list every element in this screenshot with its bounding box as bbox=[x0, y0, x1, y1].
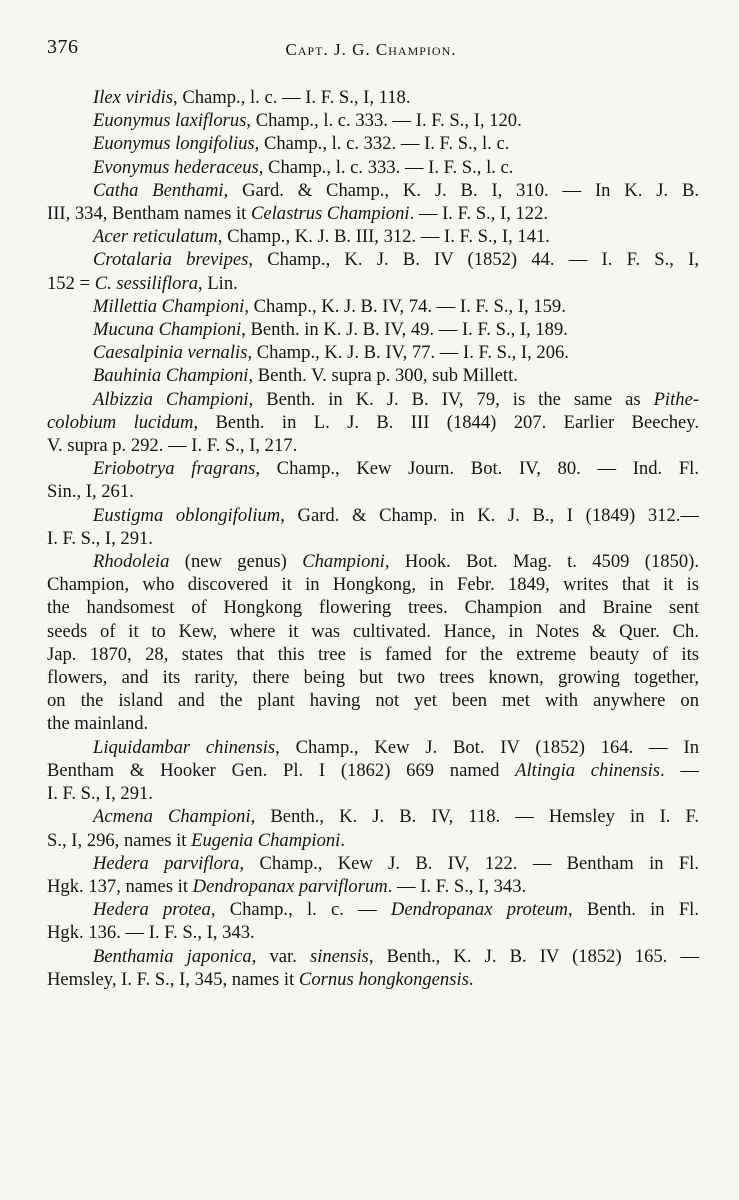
text-run: , Benth. in L. J. B. III (1844) 207. Earlier Beechey. bbox=[193, 411, 699, 433]
italic-run: Liquidambar chinensis bbox=[93, 736, 276, 758]
text-run: flowers, and its rarity, there being but two trees known, growing together, bbox=[47, 667, 699, 689]
text-line bbox=[47, 341, 699, 364]
text-line bbox=[47, 202, 699, 225]
entry bbox=[47, 898, 699, 944]
text-run: , Champ., K. J. B. IV (1852) 44. — I. F. S., I, bbox=[248, 249, 699, 271]
text-run: , Benth. V. supra p. 300, sub Millett. bbox=[248, 365, 518, 387]
text-line bbox=[47, 179, 699, 202]
running-head: Capt. J. G. Champion. bbox=[285, 40, 457, 59]
text-run: , Champ., l. c. — bbox=[210, 899, 391, 921]
text-line bbox=[47, 504, 699, 527]
text-run: , Champ., Kew Journ. Bot. IV, 80. — Ind. Fl. bbox=[255, 458, 699, 480]
text-line bbox=[47, 782, 699, 805]
entry bbox=[47, 156, 699, 179]
entry bbox=[47, 805, 699, 851]
italic-run: Dendropanax proteum bbox=[390, 899, 568, 921]
text-run: , Gard. & Champ. in K. J. B., I (1849) 312.— bbox=[280, 504, 699, 526]
text-line bbox=[47, 109, 699, 132]
text-line bbox=[47, 759, 699, 782]
italic-run: colobium lucidum bbox=[47, 411, 194, 433]
italic-run: Altingia chinensis bbox=[515, 759, 660, 781]
text-line bbox=[47, 736, 699, 759]
italic-run: sinensis bbox=[309, 945, 369, 967]
text-run: , Champ., l. c. 333. — I. F. S., I, 120. bbox=[246, 110, 522, 132]
text-line bbox=[47, 620, 699, 643]
text-line bbox=[47, 132, 699, 155]
text-run: , Hook. Bot. Mag. t. 4509 (1850). bbox=[384, 551, 699, 573]
italic-run: Eriobotrya fragrans bbox=[93, 458, 256, 480]
text-run: . — bbox=[660, 759, 699, 781]
text-run: . bbox=[340, 829, 346, 851]
text-run: Hgk. 137, names it bbox=[47, 875, 193, 897]
text-line bbox=[47, 248, 699, 271]
text-run: . bbox=[468, 968, 474, 990]
text-run: 152 = bbox=[47, 272, 95, 294]
text-run: , Champ., Kew J. B. IV, 122. — Bentham in Fl. bbox=[239, 852, 699, 874]
text-run: , Lin. bbox=[198, 272, 238, 294]
entry bbox=[47, 504, 699, 550]
text-line bbox=[47, 573, 699, 596]
page-body bbox=[47, 86, 699, 991]
text-run: , Champ., K. J. B. IV, 77. — I. F. S., I, 206. bbox=[247, 342, 569, 364]
text-run: , var. bbox=[251, 945, 310, 967]
text-line bbox=[47, 829, 699, 852]
entry bbox=[47, 109, 699, 132]
italic-run: Hedera protea bbox=[93, 899, 211, 921]
text-line bbox=[47, 295, 699, 318]
text-run: Sin., I, 261. bbox=[47, 481, 134, 503]
text-line bbox=[47, 689, 699, 712]
entry bbox=[47, 318, 699, 341]
entry bbox=[47, 364, 699, 387]
italic-run: Evonymus hederaceus bbox=[93, 156, 259, 178]
entry bbox=[47, 457, 699, 503]
text-run: III, 334, Bentham names it bbox=[47, 203, 251, 225]
text-run: , Benth. in K. J. B. IV, 49. — I. F. S., I, 189. bbox=[241, 319, 568, 341]
text-run: , Benth., K. J. B. IV (1852) 165. — bbox=[368, 945, 700, 967]
text-line bbox=[47, 852, 699, 875]
text-run: V. supra p. 292. — I. F. S., I, 217. bbox=[47, 435, 298, 457]
page-header bbox=[47, 34, 695, 64]
text-line bbox=[47, 411, 699, 434]
italic-run: Ilex viridis bbox=[93, 87, 174, 108]
text-run: , Champ., l. c. 333. — I. F. S., l. c. bbox=[258, 156, 514, 178]
text-line bbox=[47, 480, 699, 503]
page-number: 376 bbox=[47, 36, 79, 58]
text-run: , Champ., K. J. B. III, 312. — I. F. S., I, 141. bbox=[217, 226, 550, 248]
text-line bbox=[47, 457, 699, 480]
text-line bbox=[47, 643, 699, 666]
text-run: Hemsley, I. F. S., I, 345, names it bbox=[47, 968, 299, 990]
text-line bbox=[47, 921, 699, 944]
entry bbox=[47, 179, 699, 225]
entry bbox=[47, 86, 699, 109]
text-run: , Gard. & Champ., K. J. B. I, 310. — In K. J. B. bbox=[223, 179, 699, 201]
italic-run: Hedera parviflora bbox=[93, 852, 240, 874]
text-run: . — I. F. S., I, 343. bbox=[387, 875, 527, 897]
entry bbox=[47, 945, 699, 991]
italic-run: Euonymus laxiflorus bbox=[93, 110, 247, 132]
entry bbox=[47, 550, 699, 736]
text-line bbox=[47, 945, 699, 968]
entry bbox=[47, 341, 699, 364]
text-line bbox=[47, 712, 699, 735]
italic-run: Caesalpinia vernalis bbox=[93, 342, 248, 364]
text-run: , Champ., Kew J. Bot. IV (1852) 164. — In bbox=[275, 736, 699, 758]
italic-run: C. sessiliflora bbox=[94, 272, 199, 294]
text-run: on the island and the plant having not yet been met with anywhere on bbox=[47, 690, 699, 712]
entry bbox=[47, 248, 699, 294]
text-run: I. F. S., I, 291. bbox=[47, 783, 153, 805]
text-run: , Benth., K. J. B. IV, 118. — Hemsley in I. F. bbox=[250, 806, 699, 828]
text-line bbox=[47, 434, 699, 457]
text-line bbox=[47, 156, 699, 179]
entry bbox=[47, 295, 699, 318]
italic-run: Euonymus longifolius bbox=[93, 133, 255, 155]
italic-run: Celastrus Championi bbox=[250, 203, 410, 225]
italic-run: Dendropanax parviflorum bbox=[192, 875, 388, 897]
entry bbox=[47, 852, 699, 898]
italic-run: Eugenia Championi bbox=[191, 829, 341, 851]
text-line bbox=[47, 968, 699, 991]
entry bbox=[47, 225, 699, 248]
italic-run: Pithe- bbox=[653, 388, 700, 410]
text-run: , Benth. in Fl. bbox=[567, 899, 699, 921]
text-line bbox=[47, 550, 699, 573]
text-line bbox=[47, 527, 699, 550]
entry bbox=[47, 388, 699, 458]
italic-run: Rhodoleia bbox=[93, 551, 170, 573]
text-run: , Benth. in K. J. B. IV, 79, is the same as bbox=[248, 388, 654, 410]
text-line bbox=[47, 875, 699, 898]
italic-run: Bauhinia Championi bbox=[93, 365, 249, 387]
text-line bbox=[47, 364, 699, 387]
text-run: , Champ., l. c. 332. — I. F. S., l. c. bbox=[254, 133, 510, 155]
italic-run: Acer reticulatum bbox=[93, 226, 218, 248]
text-run: seeds of it to Kew, where it was cultivated. Hance, in Notes & Quer. Ch. bbox=[47, 620, 699, 642]
text-run: Jap. 1870, 28, states that this tree is famed for the extreme beauty of its bbox=[47, 643, 699, 665]
italic-run: Acmena Championi bbox=[93, 806, 251, 828]
text-run: Champion, who discovered it in Hongkong, in Febr. 1849, writes that it is bbox=[47, 574, 699, 596]
text-run: . — I. F. S., I, 122. bbox=[409, 203, 549, 225]
text-run: (new genus) bbox=[169, 551, 303, 573]
text-line bbox=[47, 898, 699, 921]
italic-run: Mucuna Championi bbox=[93, 319, 242, 341]
text-line bbox=[47, 86, 699, 109]
italic-run: Benthamia japonica bbox=[93, 945, 252, 967]
text-line bbox=[47, 272, 699, 295]
italic-run: Catha Benthami bbox=[93, 179, 224, 201]
text-line bbox=[47, 225, 699, 248]
italic-run: Crotalaria brevipes bbox=[93, 249, 249, 271]
italic-run: Albizzia Championi bbox=[93, 388, 249, 410]
text-run: Hgk. 136. — I. F. S., I, 343. bbox=[47, 922, 255, 944]
text-run: Bentham & Hooker Gen. Pl. I (1862) 669 named bbox=[47, 759, 516, 781]
text-run: , Champ., K. J. B. IV, 74. — I. F. S., I, 159. bbox=[244, 295, 566, 317]
text-run: S., I, 296, names it bbox=[47, 829, 192, 851]
text-line bbox=[47, 666, 699, 689]
italic-run: Cornus hongkongensis bbox=[298, 968, 469, 990]
italic-run: Championi bbox=[302, 551, 385, 573]
text-line bbox=[47, 318, 699, 341]
italic-run: Millettia Championi bbox=[93, 295, 245, 317]
text-run: the handsomest of Hongkong flowering trees. Champion and Braine sent bbox=[47, 597, 699, 619]
italic-run: Eustigma oblongifolium bbox=[93, 504, 281, 526]
text-run: the mainland. bbox=[47, 713, 149, 735]
text-line bbox=[47, 805, 699, 828]
text-line bbox=[47, 388, 699, 411]
entry bbox=[47, 132, 699, 155]
text-run: , Champ., l. c. — I. F. S., I, 118. bbox=[173, 87, 411, 108]
text-run: I. F. S., I, 291. bbox=[47, 527, 153, 549]
text-line bbox=[47, 596, 699, 619]
entry bbox=[47, 736, 699, 806]
